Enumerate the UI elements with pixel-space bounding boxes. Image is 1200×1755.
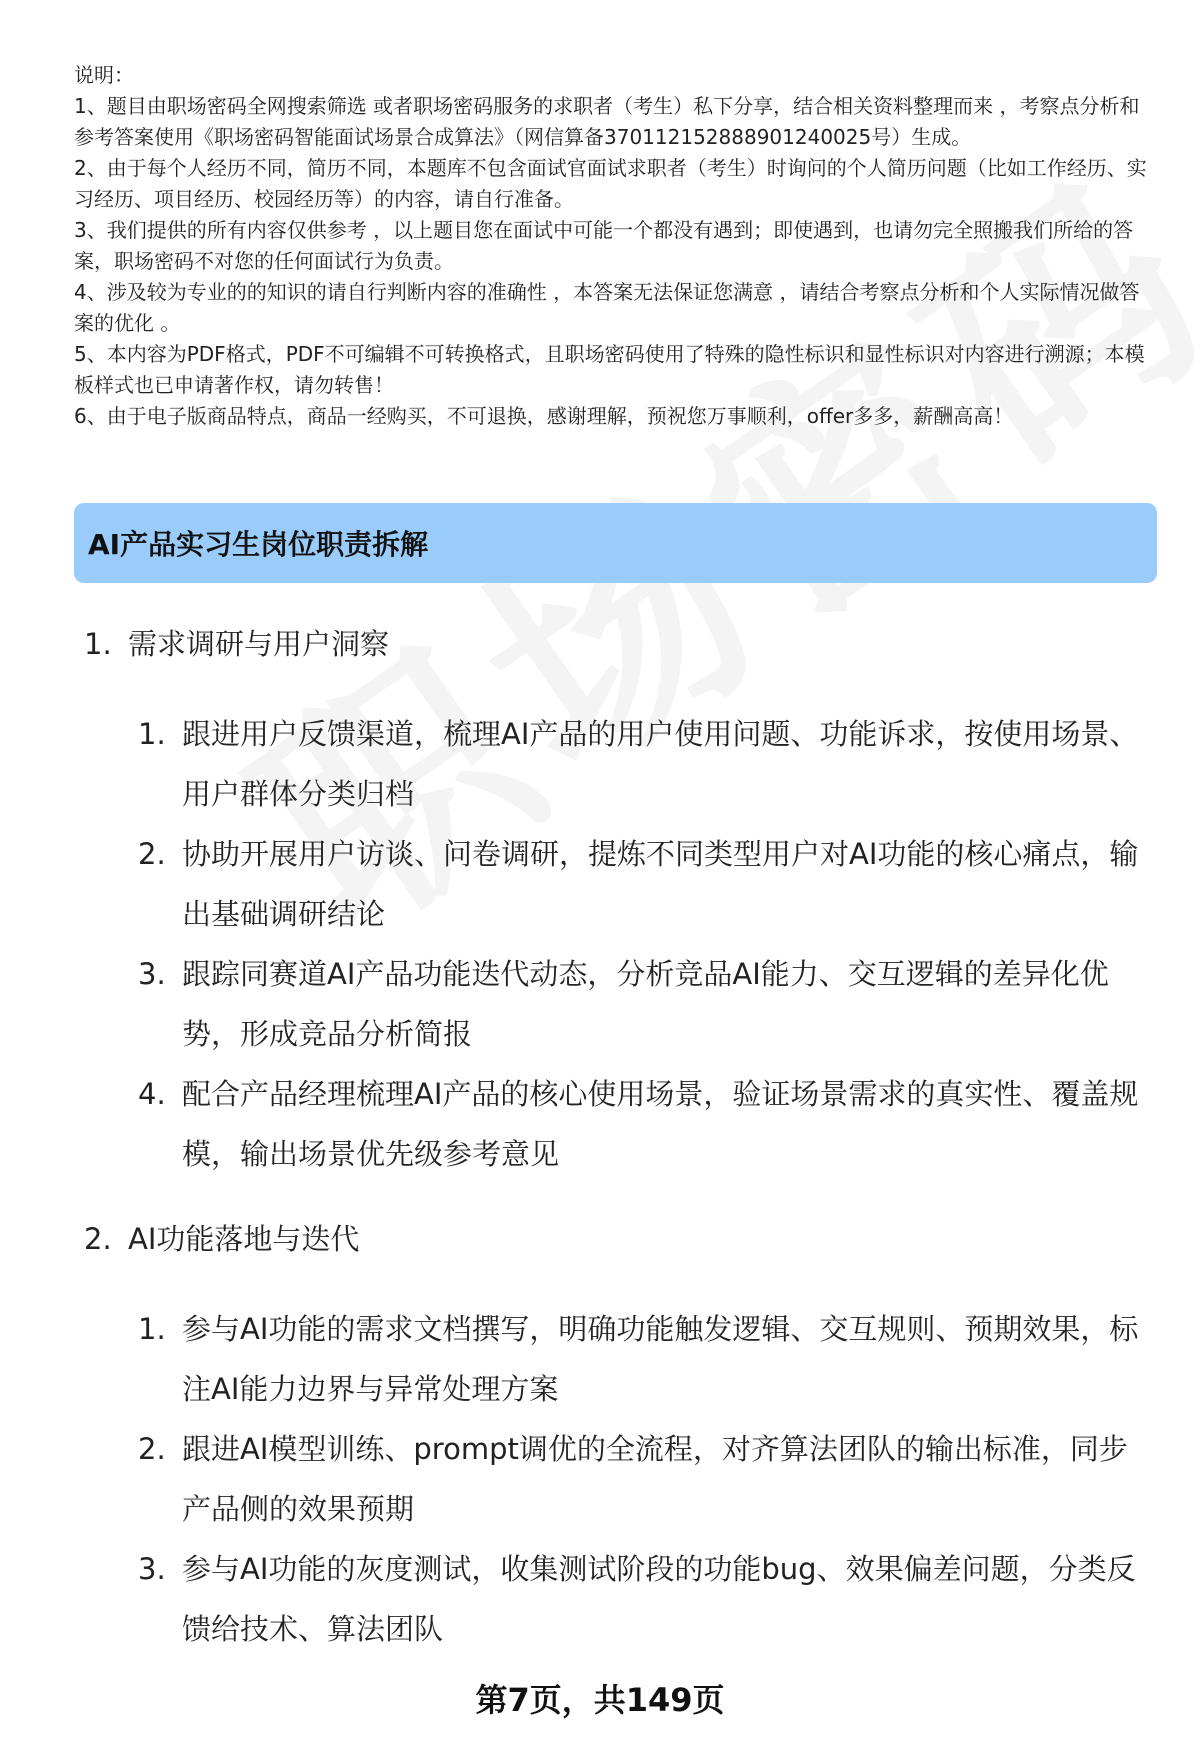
notes-block (74, 60, 1159, 432)
note-line: 3、我们提供的所有内容仅供参考 ，以上题目您在面试中可能一个都没有遇到；即使遇到，也请勿完全照搬我们所给的答案，职场密码不对您的任何面试行为负责。 (74, 218, 1134, 273)
item-text: 跟进用户反馈渠道，梳理AI产品的用户使用问题、功能诉求，按使用场景、用户群体分类归档 (182, 717, 1139, 811)
item-text: 跟进AI模型训练、prompt调优的全流程，对齐算法团队的输出标准，同步产品侧的效果预期 (182, 1432, 1128, 1526)
section-heading (84, 624, 389, 664)
item-number: 1. (138, 1312, 166, 1346)
note-line: 2、由于每个人经历不同，简历不同，本题库不包含面试官面试求职者（考生）时询问的个人简历问题（比如工作经历、实习经历、项目经历、校园经历等）的内容，请自行准备。 (74, 156, 1147, 211)
section-heading-text: AI功能落地与迭代 (128, 1222, 360, 1256)
note-line: 6、由于电子版商品特点，商品一经购买，不可退换，感谢理解，预祝您万事顺利，offer多多，薪酬高高！ (74, 404, 1014, 428)
notes-title: 说明： (74, 63, 134, 87)
section-number: 2. (84, 1222, 112, 1256)
list-item (138, 1299, 1148, 1419)
item-text: 跟踪同赛道AI产品功能迭代动态，分析竞品AI能力、交互逻辑的差异化优势，形成竞品分析简报 (182, 957, 1109, 1051)
page-footer: 第7页，共149页 (475, 1681, 725, 1719)
item-number: 4. (138, 1077, 166, 1111)
list-item (138, 704, 1148, 824)
item-text: 配合产品经理梳理AI产品的核心使用场景，验证场景需求的真实性、覆盖规模，输出场景优先级参考意见 (182, 1077, 1139, 1171)
note-line: 4、涉及较为专业的的知识的请自行判断内容的准确性 ，本答案无法保证您满意 ，请结合考察点分析和个人实际情况做答案的优化 。 (74, 280, 1140, 335)
item-text: 参与AI功能的灰度测试，收集测试阶段的功能bug、效果偏差问题，分类反馈给技术、算法团队 (182, 1552, 1136, 1646)
item-number: 3. (138, 1552, 166, 1586)
list-item (138, 1539, 1148, 1659)
item-number: 1. (138, 717, 166, 751)
item-text: 协助开展用户访谈、问卷调研，提炼不同类型用户对AI功能的核心痛点，输出基础调研结论 (182, 837, 1139, 931)
section-header-bar (74, 503, 1157, 583)
list-item (138, 1419, 1148, 1539)
item-text: 参与AI功能的需求文档撰写，明确功能触发逻辑、交互规则、预期效果，标注AI能力边界与异常处理方案 (182, 1312, 1139, 1406)
list-item (138, 824, 1148, 944)
section-number: 1. (84, 627, 112, 661)
section-heading-text: 需求调研与用户洞察 (128, 627, 390, 661)
section-title: AI产品实习生岗位职责拆解 (88, 528, 429, 561)
list-item (138, 1064, 1148, 1184)
item-number: 3. (138, 957, 166, 991)
note-line: 1、题目由职场密码全网搜索筛选 或者职场密码服务的求职者（考生）私下分享，结合相关资料整理而来 ，考察点分析和参考答案使用《职场密码智能面试场景合成算法》（网信算备370112152888901240025号）生成。 (74, 94, 1140, 149)
section-heading (84, 1219, 359, 1259)
item-number: 2. (138, 837, 166, 871)
note-line: 5、本内容为PDF格式，PDF不可编辑不可转换格式，且职场密码使用了特殊的隐性标识和显性标识对内容进行溯源；本模板样式也已申请著作权，请勿转售！ (74, 342, 1145, 397)
list-item (138, 944, 1148, 1064)
item-number: 2. (138, 1432, 166, 1466)
